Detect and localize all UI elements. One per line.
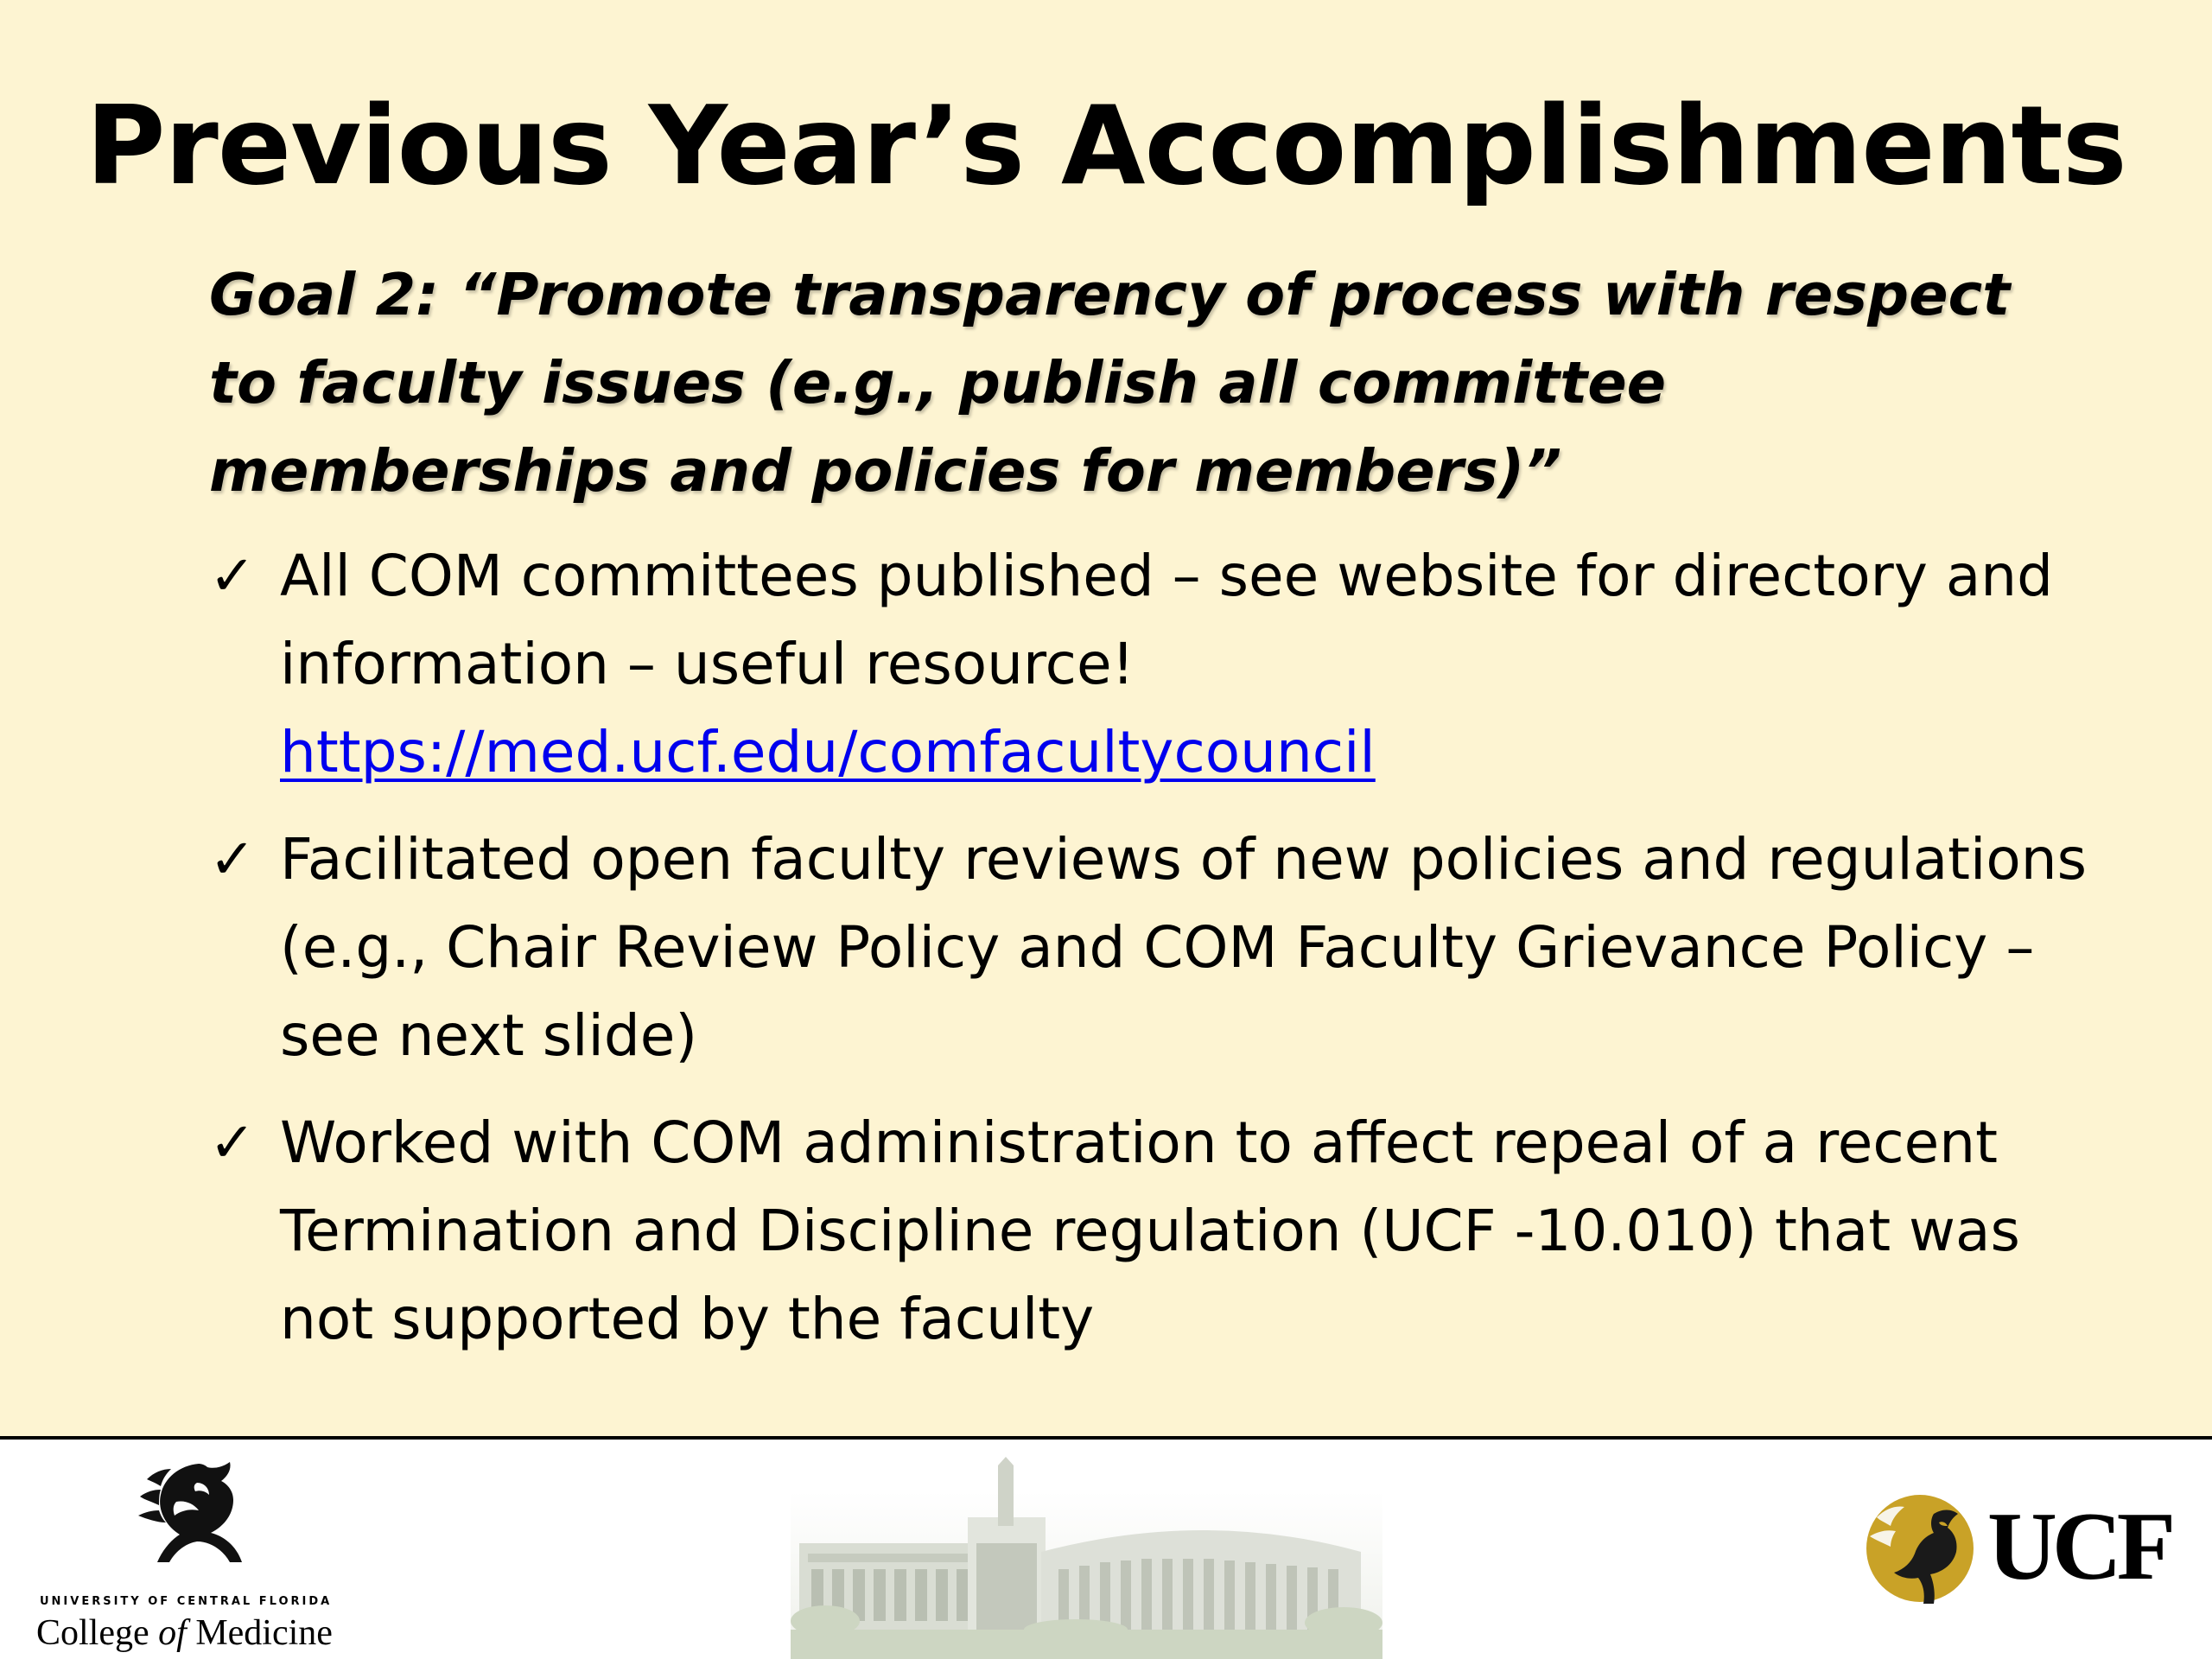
bullet-text: All COM committees published – see website for directory and information – useful resource! xyxy=(280,543,2054,697)
bullet-item xyxy=(209,816,2127,1080)
pegasus-icon xyxy=(128,1457,257,1569)
ucf-logo xyxy=(1858,1483,2186,1612)
bullet-text: Worked with COM administration to affect repeal of a recent Termination and Discipline regulation (UCF -10.010) that was not supported by the faculty xyxy=(280,1109,2020,1352)
bullet-item xyxy=(209,1099,2127,1363)
university-name: UNIVERSITY OF CENTRAL FLORIDA xyxy=(40,1595,333,1608)
faculty-council-link[interactable]: https://med.ucf.edu/comfacultycouncil xyxy=(280,719,1376,785)
checkmark-icon: ✓ xyxy=(209,544,256,608)
bullet-text: Facilitated open faculty reviews of new policies and regulations (e.g., Chair Review Policy and COM Faculty Grievance Policy – see next slide) xyxy=(280,826,2087,1069)
footer xyxy=(0,1440,2212,1659)
bullet-list xyxy=(209,532,2127,1382)
building-photo xyxy=(791,1457,1382,1659)
college-name: College of Medicine xyxy=(36,1613,333,1653)
slide-title: Previous Year’s Accomplishments xyxy=(86,82,2126,209)
college-of-medicine-logo xyxy=(33,1457,344,1656)
goal-statement: Goal 2: “Promote transparency of process with respect to faculty issues (e.g., publish all committee memberships and policies for members)” xyxy=(209,261,2011,505)
bullet-item xyxy=(209,532,2127,797)
checkmark-icon: ✓ xyxy=(209,828,256,892)
pegasus-gold-icon xyxy=(1858,1483,1987,1612)
ucf-wordmark: UCF xyxy=(1987,1493,2171,1600)
checkmark-icon: ✓ xyxy=(209,1111,256,1175)
